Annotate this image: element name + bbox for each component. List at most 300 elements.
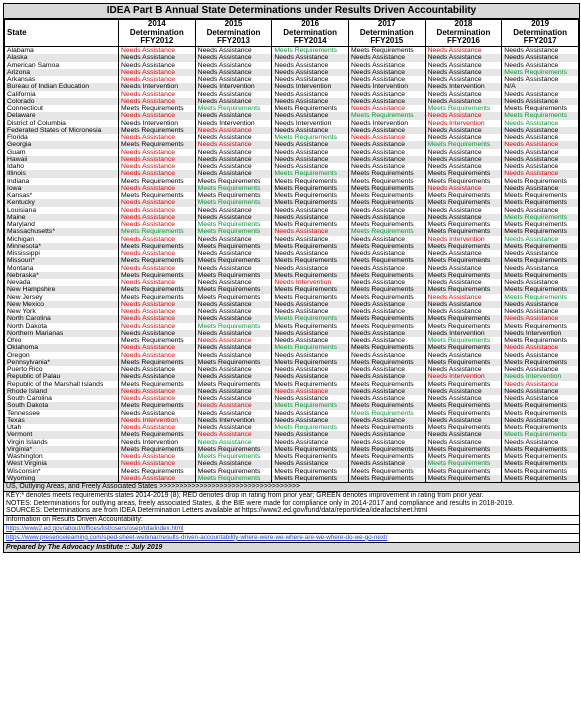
determination-cell: Needs Assistance: [502, 120, 579, 127]
determination-cell: Meets Requirements: [272, 286, 349, 293]
determination-cell: Needs Assistance: [272, 308, 349, 315]
determination-cell: Needs Assistance: [502, 344, 579, 351]
table-row: [5, 47, 579, 55]
determination-cell: Needs Assistance: [348, 337, 425, 344]
determination-cell: Meets Requirements: [348, 192, 425, 199]
determination-cell: Meets Requirements: [348, 468, 425, 475]
table-row: [5, 323, 579, 330]
determination-cell: Needs Assistance: [272, 301, 349, 308]
determination-cell: Needs Intervention: [348, 120, 425, 127]
determination-cell: Meets Requirements: [272, 359, 349, 366]
determination-cell: Needs Assistance: [272, 69, 349, 76]
determination-cell: Meets Requirements: [425, 228, 502, 235]
determination-cell: Needs Assistance: [502, 127, 579, 134]
determination-cell: Meets Requirements: [348, 453, 425, 460]
determination-cell: Needs Assistance: [119, 323, 196, 330]
determination-cell: Needs Assistance: [502, 352, 579, 359]
table-row: [5, 301, 579, 308]
determination-cell: Meets Requirements: [195, 272, 272, 279]
determination-cell: Needs Assistance: [195, 352, 272, 359]
determination-cell: Needs Assistance: [272, 149, 349, 156]
determination-cell: Meets Requirements: [195, 475, 272, 483]
determination-cell: Meets Requirements: [425, 272, 502, 279]
determination-cell: Needs Assistance: [119, 395, 196, 402]
determination-cell: Meets Requirements: [348, 272, 425, 279]
determination-cell: Needs Assistance: [119, 279, 196, 286]
state-name: Minnesota*: [5, 243, 119, 250]
determination-cell: Needs Assistance: [425, 91, 502, 98]
determination-cell: Needs Assistance: [119, 134, 196, 141]
determination-cell: Needs Assistance: [195, 207, 272, 214]
determination-cell: Needs Assistance: [502, 236, 579, 243]
determination-cell: Needs Assistance: [119, 424, 196, 431]
determination-cell: Needs Assistance: [425, 366, 502, 373]
table-row: [5, 141, 579, 148]
determination-cell: Meets Requirements: [195, 199, 272, 206]
state-name: Michigan: [5, 236, 119, 243]
state-name: American Samoa: [5, 62, 119, 69]
determination-cell: Needs Assistance: [272, 417, 349, 424]
determination-cell: Needs Assistance: [272, 410, 349, 417]
determination-cell: Needs Assistance: [502, 388, 579, 395]
determination-cell: Meets Requirements: [195, 192, 272, 199]
determination-cell: Meets Requirements: [502, 272, 579, 279]
determination-cell: Needs Intervention: [195, 120, 272, 127]
determination-cell: Needs Assistance: [195, 62, 272, 69]
determination-cell: Meets Requirements: [502, 475, 579, 483]
table-row: [5, 308, 579, 315]
state-name: Utah: [5, 424, 119, 431]
determination-cell: Meets Requirements: [502, 105, 579, 112]
determination-cell: Meets Requirements: [502, 243, 579, 250]
determination-cell: Meets Requirements: [348, 294, 425, 301]
table-row: [5, 388, 579, 395]
table-row: [5, 475, 579, 483]
state-name: Guam: [5, 149, 119, 156]
determination-cell: Needs Assistance: [502, 141, 579, 148]
table-row: [5, 83, 579, 90]
determination-cell: Meets Requirements: [119, 468, 196, 475]
determination-cell: Needs Assistance: [272, 141, 349, 148]
determination-cell: Needs Assistance: [425, 294, 502, 301]
determination-cell: Needs Intervention: [119, 439, 196, 446]
table-row: [5, 62, 579, 69]
determination-cell: Meets Requirements: [425, 344, 502, 351]
state-name: Federated States of Micronesia: [5, 127, 119, 134]
state-name: Illinois: [5, 170, 119, 177]
determination-cell: Needs Assistance: [272, 395, 349, 402]
determination-cell: Meets Requirements: [272, 344, 349, 351]
determination-cell: Needs Assistance: [195, 112, 272, 119]
determination-cell: Needs Assistance: [502, 54, 579, 61]
determination-cell: Needs Assistance: [272, 228, 349, 235]
determination-cell: Meets Requirements: [272, 105, 349, 112]
table-row: [5, 178, 579, 185]
determination-cell: Needs Assistance: [425, 439, 502, 446]
determination-cell: Meets Requirements: [425, 257, 502, 264]
table-row: [5, 352, 579, 359]
determination-cell: Needs Assistance: [348, 62, 425, 69]
determination-cell: Meets Requirements: [119, 105, 196, 112]
determination-cell: Needs Assistance: [272, 54, 349, 61]
determination-cell: Needs Assistance: [119, 91, 196, 98]
determination-cell: Needs Assistance: [272, 431, 349, 438]
determination-cell: Meets Requirements: [348, 475, 425, 483]
determination-cell: Needs Assistance: [425, 265, 502, 272]
determination-cell: Needs Assistance: [425, 69, 502, 76]
determination-cell: Needs Assistance: [502, 265, 579, 272]
table-row: [5, 149, 579, 156]
determination-cell: Needs Assistance: [425, 127, 502, 134]
determination-cell: Meets Requirements: [195, 105, 272, 112]
determination-cell: Meets Requirements: [502, 453, 579, 460]
determination-cell: Needs Assistance: [425, 301, 502, 308]
notes-note: NOTES: Determinations for outlying areas, freely associated States, & the BIE were made for compliance only in 2014-2017 and compliance and results in 2018-2019.: [6, 499, 514, 507]
state-name: Maryland: [5, 221, 119, 228]
state-name: Arizona: [5, 69, 119, 76]
state-name: Nebraska*: [5, 272, 119, 279]
footnotes: [4, 492, 579, 516]
determination-cell: Meets Requirements: [425, 178, 502, 185]
determination-cell: Meets Requirements: [195, 468, 272, 475]
determination-cell: Needs Assistance: [195, 156, 272, 163]
determination-cell: Meets Requirements: [502, 402, 579, 409]
determination-cell: Needs Assistance: [119, 149, 196, 156]
table-row: [5, 468, 579, 475]
table-row: [5, 214, 579, 221]
determination-cell: Needs Assistance: [348, 250, 425, 257]
determination-cell: Meets Requirements: [425, 446, 502, 453]
determination-cell: Needs Assistance: [348, 236, 425, 243]
table-row: [5, 69, 579, 76]
determination-cell: Meets Requirements: [502, 257, 579, 264]
determination-cell: Needs Assistance: [195, 315, 272, 322]
determination-cell: Needs Assistance: [502, 62, 579, 69]
determination-cell: Needs Assistance: [195, 410, 272, 417]
determination-cell: Meets Requirements: [348, 178, 425, 185]
table-row: [5, 257, 579, 264]
table-row: [5, 279, 579, 286]
state-name: Mississippi: [5, 250, 119, 257]
table-row: [5, 294, 579, 301]
rda-info-label: Information on Results Driven Accountability:: [4, 516, 579, 525]
table-row: [5, 424, 579, 431]
determination-cell: Needs Assistance: [502, 308, 579, 315]
determination-cell: Meets Requirements: [425, 221, 502, 228]
determination-cell: Meets Requirements: [502, 410, 579, 417]
state-name: New Mexico: [5, 301, 119, 308]
determination-cell: Meets Requirements: [119, 257, 196, 264]
determination-cell: Meets Requirements: [348, 47, 425, 55]
header-row: [5, 20, 579, 47]
rda-link-webinar[interactable]: https://www.presenceleaming.com/sped-sheet-webinar/results-driven-accountability-where-were-we-where-are-we-where-do-we-go-next/: [4, 534, 579, 543]
state-name: California: [5, 91, 119, 98]
determination-cell: Needs Intervention: [272, 83, 349, 90]
determination-cell: Needs Intervention: [119, 417, 196, 424]
determination-cell: Meets Requirements: [119, 141, 196, 148]
determination-cell: Needs Assistance: [195, 69, 272, 76]
determination-cell: Needs Assistance: [502, 98, 579, 105]
determination-cell: Needs Assistance: [348, 127, 425, 134]
determination-cell: Meets Requirements: [272, 170, 349, 177]
determination-cell: Meets Requirements: [272, 315, 349, 322]
determination-cell: Needs Intervention: [502, 373, 579, 380]
rda-link-ed-gov[interactable]: https://www2.ed.gov/about/offices/list/osers/osep/rda/index.html: [4, 525, 579, 534]
determination-cell: Needs Assistance: [425, 62, 502, 69]
determination-cell: Meets Requirements: [272, 446, 349, 453]
year-column-header: 2017 Determination FFY2015: [348, 20, 425, 47]
table-row: [5, 228, 579, 235]
determination-cell: Meets Requirements: [502, 112, 579, 119]
determination-cell: Needs Assistance: [425, 395, 502, 402]
state-name: Missouri*: [5, 257, 119, 264]
key-note: KEY:* denotes meets requirements states 2014-2019 (8); RED denotes drop in rating from prior year; GREEN denotes improvement in rating from prior year.: [6, 492, 484, 499]
determination-cell: Needs Intervention: [272, 279, 349, 286]
determination-cell: Needs Assistance: [425, 54, 502, 61]
table-row: [5, 199, 579, 206]
determination-cell: Meets Requirements: [348, 228, 425, 235]
determination-cell: Needs Assistance: [272, 76, 349, 83]
determination-cell: Needs Assistance: [119, 76, 196, 83]
determination-cell: Meets Requirements: [119, 228, 196, 235]
determination-cell: Needs Assistance: [348, 54, 425, 61]
determination-cell: Needs Assistance: [348, 207, 425, 214]
table-row: [5, 54, 579, 61]
determination-cell: Needs Assistance: [119, 98, 196, 105]
determination-cell: Needs Assistance: [119, 388, 196, 395]
determination-cell: Needs Assistance: [119, 185, 196, 192]
state-name: Louisiana: [5, 207, 119, 214]
table-row: [5, 366, 579, 373]
determination-cell: Needs Assistance: [119, 250, 196, 257]
determination-cell: Meets Requirements: [272, 323, 349, 330]
state-name: Pennsylvania*: [5, 359, 119, 366]
table-row: [5, 410, 579, 417]
determination-cell: Needs Assistance: [348, 279, 425, 286]
determination-cell: Meets Requirements: [348, 112, 425, 119]
table-row: [5, 156, 579, 163]
state-name: Washington: [5, 453, 119, 460]
determination-cell: Needs Intervention: [425, 373, 502, 380]
determination-cell: Needs Assistance: [195, 308, 272, 315]
table-row: [5, 192, 579, 199]
determination-cell: Needs Assistance: [195, 373, 272, 380]
table-row: [5, 446, 579, 453]
determination-cell: Meets Requirements: [195, 294, 272, 301]
table-row: [5, 286, 579, 293]
determination-cell: Meets Requirements: [272, 257, 349, 264]
determination-cell: Needs Assistance: [502, 76, 579, 83]
state-name: North Dakota: [5, 323, 119, 330]
determination-cell: Meets Requirements: [348, 424, 425, 431]
determination-cell: Meets Requirements: [348, 185, 425, 192]
determination-cell: Needs Assistance: [502, 163, 579, 170]
state-name: Virgin Islands: [5, 439, 119, 446]
determination-cell: Needs Intervention: [119, 120, 196, 127]
table-row: [5, 120, 579, 127]
determination-cell: Needs Assistance: [195, 439, 272, 446]
determination-cell: Needs Intervention: [425, 120, 502, 127]
table-row: [5, 170, 579, 177]
table-row: [5, 431, 579, 438]
table-row: [5, 315, 579, 322]
determination-cell: Meets Requirements: [425, 424, 502, 431]
determination-cell: Meets Requirements: [195, 257, 272, 264]
determination-cell: Needs Assistance: [195, 431, 272, 438]
determination-cell: Needs Assistance: [119, 214, 196, 221]
determination-cell: Needs Assistance: [195, 402, 272, 409]
table-row: [5, 163, 579, 170]
determination-cell: Meets Requirements: [425, 243, 502, 250]
determination-cell: Needs Assistance: [348, 308, 425, 315]
determination-cell: Needs Assistance: [502, 250, 579, 257]
determination-cell: Needs Assistance: [348, 460, 425, 467]
determination-cell: Meets Requirements: [195, 185, 272, 192]
state-name: Montana: [5, 265, 119, 272]
determination-cell: Needs Assistance: [195, 460, 272, 467]
determination-cell: Meets Requirements: [425, 402, 502, 409]
determination-cell: Meets Requirements: [502, 294, 579, 301]
determination-cell: Meets Requirements: [272, 134, 349, 141]
table-row: [5, 221, 579, 228]
state-name: Republic of the Marshall Islands: [5, 381, 119, 388]
determination-cell: Meets Requirements: [425, 192, 502, 199]
determination-cell: Meets Requirements: [195, 381, 272, 388]
determination-cell: Meets Requirements: [425, 286, 502, 293]
determination-cell: Needs Assistance: [119, 352, 196, 359]
determination-cell: Needs Assistance: [348, 105, 425, 112]
determination-cell: Needs Assistance: [425, 112, 502, 119]
determination-cell: Needs Assistance: [195, 127, 272, 134]
determination-cell: Needs Assistance: [195, 424, 272, 431]
state-name: Idaho: [5, 163, 119, 170]
determination-cell: Needs Assistance: [502, 417, 579, 424]
determination-cell: Meets Requirements: [119, 127, 196, 134]
determination-cell: Needs Assistance: [348, 431, 425, 438]
determination-cell: Meets Requirements: [348, 359, 425, 366]
determination-cell: Meets Requirements: [272, 178, 349, 185]
table-row: [5, 402, 579, 409]
determination-cell: Needs Assistance: [119, 265, 196, 272]
determination-cell: Meets Requirements: [425, 453, 502, 460]
determination-cell: Meets Requirements: [502, 460, 579, 467]
determination-cell: Meets Requirements: [272, 381, 349, 388]
determination-cell: Needs Assistance: [348, 214, 425, 221]
determination-cell: Needs Assistance: [348, 395, 425, 402]
determination-cell: Needs Assistance: [119, 221, 196, 228]
state-name: Arkansas: [5, 76, 119, 83]
determination-cell: Meets Requirements: [195, 286, 272, 293]
determination-cell: Meets Requirements: [272, 294, 349, 301]
state-name: Florida: [5, 134, 119, 141]
determination-cell: Needs Intervention: [119, 83, 196, 90]
state-name: Ohio: [5, 337, 119, 344]
determination-cell: Meets Requirements: [348, 446, 425, 453]
determination-cell: Meets Requirements: [425, 323, 502, 330]
determination-cell: Meets Requirements: [502, 468, 579, 475]
determination-cell: Needs Intervention: [425, 330, 502, 337]
determination-cell: Meets Requirements: [425, 170, 502, 177]
state-name: Colorado: [5, 98, 119, 105]
determination-cell: Needs Assistance: [195, 388, 272, 395]
determination-cell: Needs Assistance: [425, 388, 502, 395]
state-name: Wisconsin*: [5, 468, 119, 475]
determination-cell: Meets Requirements: [119, 272, 196, 279]
determination-cell: Needs Assistance: [348, 149, 425, 156]
state-name: New Jersey: [5, 294, 119, 301]
determination-cell: Meets Requirements: [272, 424, 349, 431]
determination-cell: Needs Assistance: [119, 344, 196, 351]
determination-cell: Needs Assistance: [272, 214, 349, 221]
determination-cell: Meets Requirements: [272, 272, 349, 279]
determination-cell: Needs Assistance: [119, 410, 196, 417]
determination-cell: Meets Requirements: [195, 178, 272, 185]
determination-cell: Meets Requirements: [195, 221, 272, 228]
state-name: Alaska: [5, 54, 119, 61]
determination-cell: Needs Assistance: [195, 337, 272, 344]
determination-cell: Needs Assistance: [119, 301, 196, 308]
determination-cell: Meets Requirements: [119, 431, 196, 438]
determination-cell: Needs Assistance: [195, 98, 272, 105]
determination-cell: Needs Assistance: [272, 163, 349, 170]
determination-cell: Meets Requirements: [348, 410, 425, 417]
determination-cell: Meets Requirements: [119, 446, 196, 453]
table-row: [5, 381, 579, 388]
determination-cell: Needs Assistance: [119, 170, 196, 177]
determination-cell: Needs Assistance: [272, 207, 349, 214]
determination-cell: Needs Assistance: [425, 185, 502, 192]
determination-cell: Needs Assistance: [502, 47, 579, 55]
determination-cell: Needs Assistance: [272, 265, 349, 272]
state-name: West Virginia: [5, 460, 119, 467]
table-row: [5, 439, 579, 446]
state-name: Virginia*: [5, 446, 119, 453]
determination-cell: Needs Assistance: [272, 91, 349, 98]
determination-cell: Needs Assistance: [348, 330, 425, 337]
determination-cell: Needs Assistance: [425, 250, 502, 257]
determination-cell: Needs Assistance: [348, 141, 425, 148]
determination-cell: Meets Requirements: [119, 402, 196, 409]
table-row: [5, 265, 579, 272]
determination-cell: Needs Assistance: [502, 149, 579, 156]
page-title: IDEA Part B Annual State Determinations under Results Driven Accountability: [4, 4, 579, 19]
determination-cell: Needs Assistance: [195, 163, 272, 170]
state-name: Iowa: [5, 185, 119, 192]
determination-cell: Needs Assistance: [348, 156, 425, 163]
determination-cell: Meets Requirements: [119, 243, 196, 250]
determination-cell: Meets Requirements: [272, 468, 349, 475]
determination-cell: Needs Assistance: [119, 453, 196, 460]
determination-cell: Meets Requirements: [425, 337, 502, 344]
determination-cell: Needs Assistance: [119, 199, 196, 206]
determinations-page: [3, 3, 580, 553]
state-name: South Carolina: [5, 395, 119, 402]
state-name: Rhode Island: [5, 388, 119, 395]
table-row: [5, 395, 579, 402]
determination-cell: Needs Assistance: [195, 265, 272, 272]
determination-cell: Needs Assistance: [119, 460, 196, 467]
determination-cell: Meets Requirements: [119, 178, 196, 185]
determination-cell: Needs Assistance: [119, 236, 196, 243]
determination-cell: Needs Assistance: [119, 315, 196, 322]
determination-cell: Meets Requirements: [195, 453, 272, 460]
year-column-header: 2014 Determination FFY2012: [119, 20, 196, 47]
determination-cell: Needs Assistance: [119, 207, 196, 214]
determination-cell: Needs Assistance: [195, 250, 272, 257]
determination-cell: Needs Assistance: [272, 127, 349, 134]
determination-cell: Needs Assistance: [502, 439, 579, 446]
determination-cell: Needs Assistance: [348, 366, 425, 373]
